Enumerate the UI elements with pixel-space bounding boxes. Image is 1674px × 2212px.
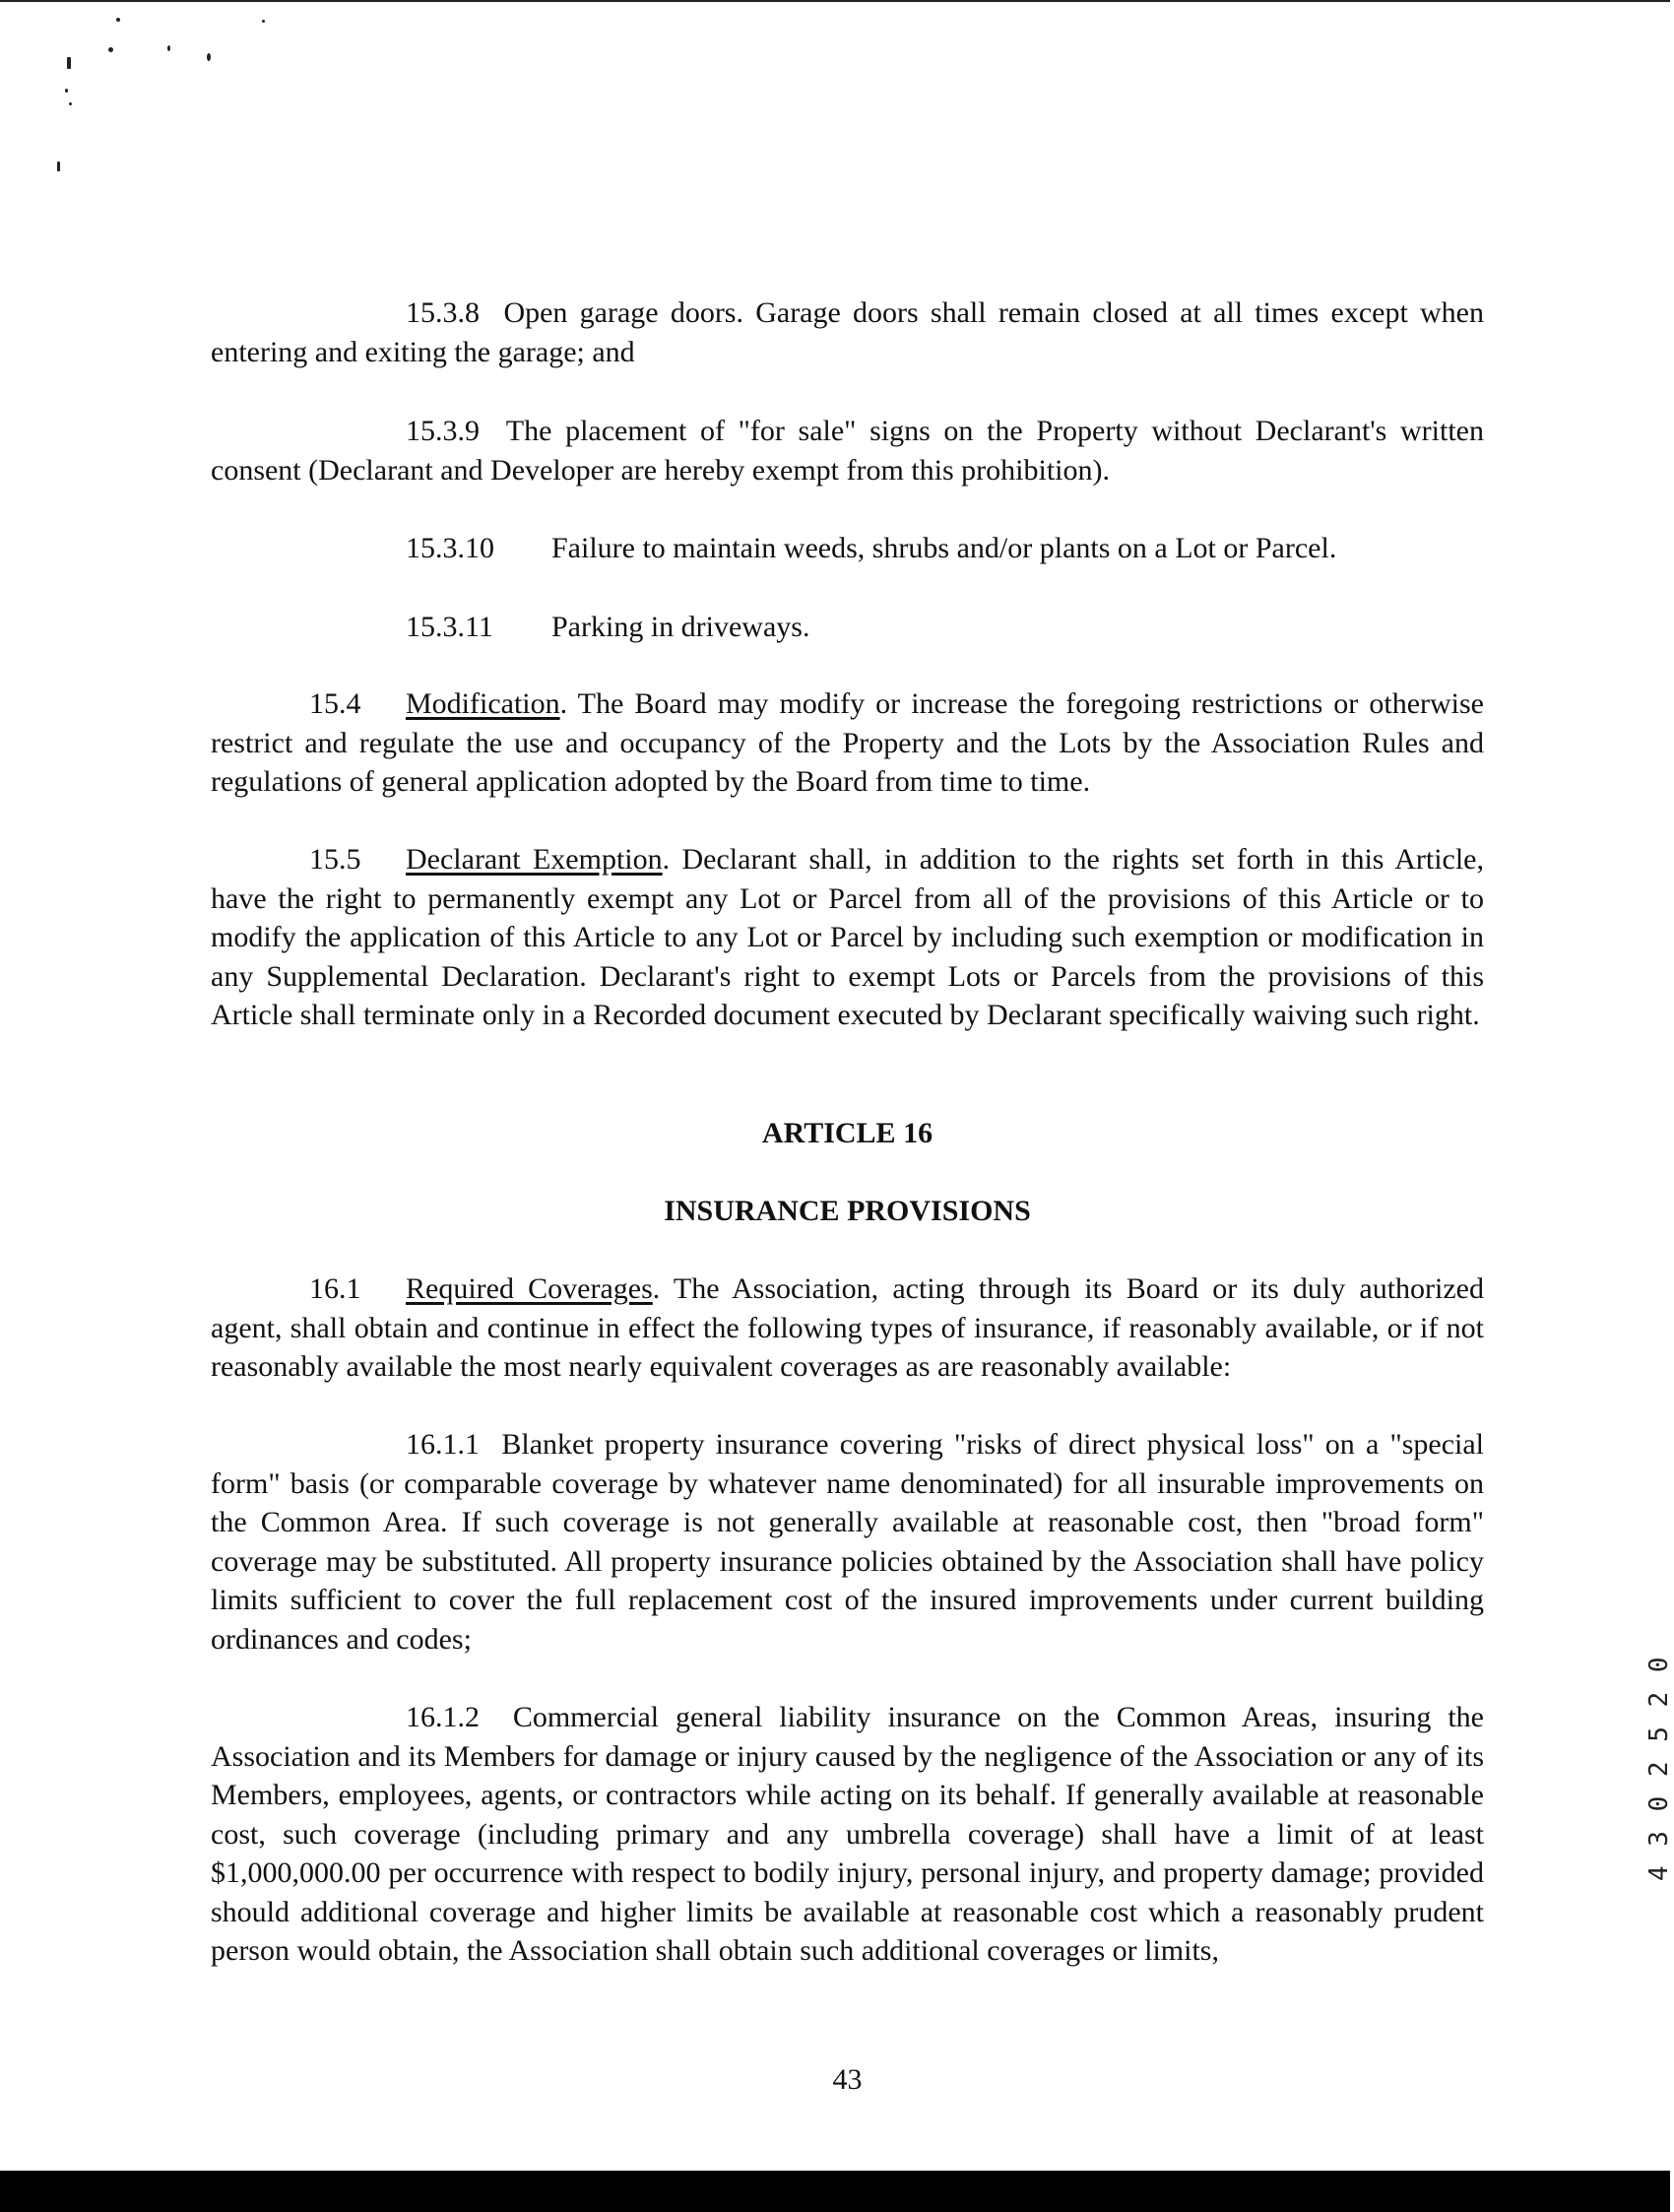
section-number: 15.4 bbox=[309, 687, 361, 720]
paragraph-text: . Declarant shall, in addition to the rights set forth in this Article, have the right to permanently exempt any Lot or Parcel from all of the provisions of this Article or to modify the application of this Article to any Lot or Parcel by including such exemption or modification in any Supplemental Declaration. Declarant's right to exempt Lots or Parcels from the provisions of this Article shall terminate only in a Recorded document executed by Declarant specifically waiving such right. bbox=[211, 843, 1484, 1031]
page-number: 43 bbox=[832, 2063, 863, 2096]
paragraph-text: . The Board may modify or increase the foregoing restrictions or otherwise restrict and regulate the use and occupancy of the Property and the Lots by the Association Rules and regulations of general application adopted by the Board from time to time. bbox=[211, 687, 1484, 798]
section-number: 15.3.11 bbox=[406, 611, 493, 643]
paragraph-15-3-10 bbox=[406, 529, 1336, 568]
section-number: 16.1.2 bbox=[406, 1701, 480, 1733]
paragraph-16-1-2 bbox=[211, 1698, 1484, 1971]
paragraph-text: Blanket property insurance covering "risks of direct physical loss" on a "special form" basis (or comparable coverage by whatever name denominated) for all insurable improvements on the Common Area. If such coverage is not generally available at reasonable cost, then "broad form" coverage may be substituted. All property insurance policies obtained by the Association shall have policy limits sufficient to cover the full replacement cost of the insured improvements under current building ordinances and codes; bbox=[211, 1428, 1484, 1656]
article-title: INSURANCE PROVISIONS bbox=[664, 1195, 1031, 1227]
paragraph-text: The placement of "for sale" signs on the Property without Declarant's written consent (Declarant and Developer are hereby exempt from this prohibition). bbox=[211, 415, 1484, 487]
paragraph-15-4 bbox=[211, 684, 1484, 802]
section-number: 15.3.10 bbox=[406, 532, 494, 564]
scan-speck bbox=[167, 45, 170, 51]
margin-recording-stamp bbox=[1615, 1556, 1674, 1881]
paragraph-text: Parking in driveways. bbox=[551, 611, 810, 643]
paragraph-text: Open garage doors. Garage doors shall remain closed at all times except when entering and exiting the garage; and bbox=[211, 296, 1484, 368]
paragraph-15-5 bbox=[211, 840, 1484, 1035]
paragraph-16-1 bbox=[211, 1269, 1484, 1387]
recording-number: 4 3 0 2 5 2 0 bbox=[1644, 1655, 1674, 1881]
section-title: Modification bbox=[406, 687, 560, 720]
section-number: 15.3.8 bbox=[406, 296, 480, 329]
scan-speck bbox=[65, 89, 68, 93]
scan-speck bbox=[108, 47, 113, 52]
paragraph-15-3-8 bbox=[211, 293, 1484, 371]
scan-speck bbox=[57, 162, 60, 171]
paragraph-15-3-11 bbox=[406, 608, 809, 647]
article-heading: ARTICLE 16 bbox=[761, 1117, 934, 1149]
scan-speck bbox=[262, 20, 265, 23]
scan-speck bbox=[116, 18, 120, 22]
section-title: Declarant Exemption bbox=[406, 843, 663, 876]
scan-top-edge bbox=[0, 0, 1670, 2]
paragraph-text: Failure to maintain weeds, shrubs and/or plants on a Lot or Parcel. bbox=[551, 532, 1337, 564]
scan-speck bbox=[69, 102, 72, 105]
paragraph-text: Commercial general liability insurance on the Common Areas, insuring the Association and its Members for damage or injury caused by the negligence of the Association or any of its Members, employees, agents, or contractors while acting on its behalf. If generally available at reasonable cost, such coverage (including primary and any umbrella coverage) shall have a limit of at least $1,000,000.00 per occurrence with respect to bodily injury, personal injury, and property damage; provided should additional coverage and higher limits be available at reasonable cost which a reasonably prudent person would obtain, the Association shall obtain such additional coverages or limits, bbox=[211, 1701, 1484, 1967]
section-number: 15.3.9 bbox=[406, 415, 480, 447]
section-number: 15.5 bbox=[309, 843, 361, 876]
section-number: 16.1 bbox=[309, 1272, 361, 1305]
scan-speck bbox=[207, 53, 211, 61]
paragraph-16-1-1 bbox=[211, 1425, 1484, 1659]
scan-bottom-edge bbox=[0, 2171, 1670, 2212]
section-number: 16.1.1 bbox=[406, 1428, 480, 1461]
paragraph-text: . The Association, acting through its Board or its duly authorized agent, shall obtain and continue in effect the following types of insurance, if reasonably available, or if not reasonably available the most nearly equivalent coverages as are reasonably available: bbox=[211, 1272, 1484, 1383]
scan-speck bbox=[67, 57, 71, 69]
paragraph-15-3-9 bbox=[211, 412, 1484, 489]
section-title: Required Coverages bbox=[406, 1272, 653, 1305]
